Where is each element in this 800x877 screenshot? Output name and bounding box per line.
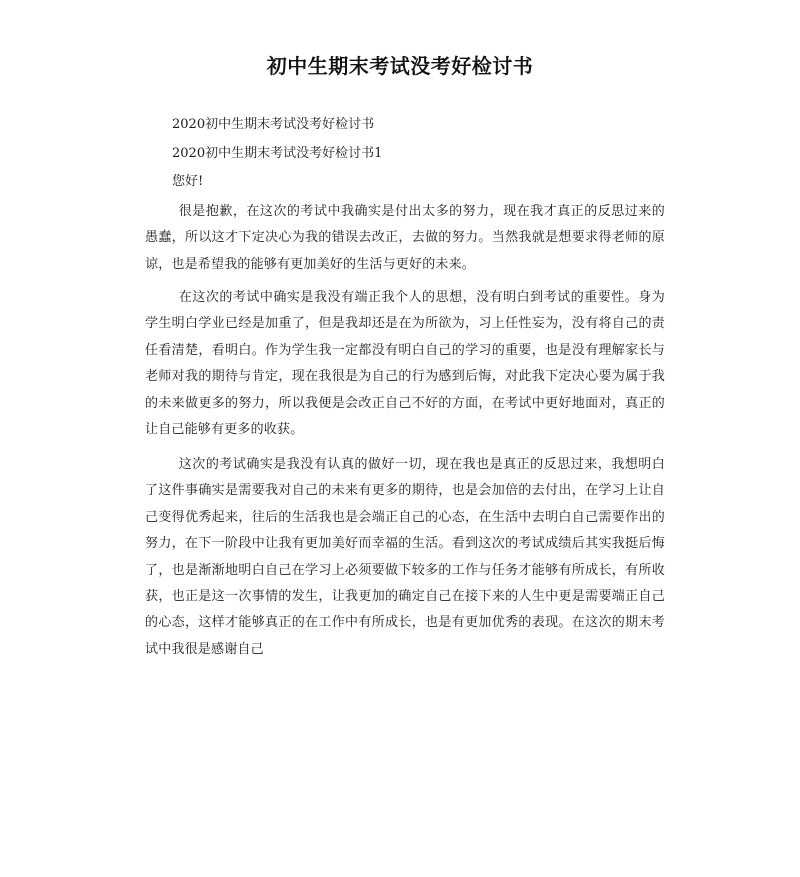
body-paragraph-1: 很是抱歉，在这次的考试中我确实是付出太多的努力，现在我才真正的反思过来的愚蠢，所以这才下定决心为我的错误去改正，去做的努力。当然我就是想要求得老师的原谅，也是希望我的能够有更加美好的生活与更好的未来。 (145, 204, 665, 272)
salutation: 您好! (172, 174, 204, 189)
document-title: 初中生期末考试没考好检讨书 (266, 54, 534, 78)
subtitle-line-numbered: 2020初中生期末考试没考好检讨书1 (172, 146, 383, 161)
body-paragraph-2: 在这次的考试中确实是我没有端正我个人的思想，没有明白到考试的重要性。身为学生明白学业已经是加重了，但是我却还是在为所欲为，习上任性妄为，没有将自己的责任看清楚，看明白。作为学生我一定都没有明白自己的学习的重要，也是没有理解家长与老师对我的期待与肯定，现在我很是为自己的行为感到后悔，对此我下定决心要为属于我的未来做更多的努力，所以我便是会改正自己不好的方面，在考试中更好地面对，真正的让自己能够有更多的收获。 (145, 290, 665, 438)
body-paragraph-3: 这次的考试确实是我没有认真的做好一切，现在我也是真正的反思过来，我想明白了这件事确实是需要我对自己的未来有更多的期待，也是会加倍的去付出，在学习上让自己变得优秀起来，往后的生活我也是会端正自己的心态，在生活中去明白自己需要作出的努力，在下一阶段中让我有更加美好而幸福的生活。看到这次的考试成绩后其实我挺后悔了，也是渐渐地明白自己在学习上必须要做下较多的工作与任务才能够有所成长，有所收获，也正是这一次事情的发生，让我更加的确定自己在接下来的人生中更是需要端正自己的心态，这样才能够真正的在工作中有所成长，也是有更加优秀的表现。在这次的期末考试中我很是感谢自己 (145, 457, 665, 657)
subtitle-line: 2020初中生期末考试没考好检讨书 (172, 117, 375, 132)
